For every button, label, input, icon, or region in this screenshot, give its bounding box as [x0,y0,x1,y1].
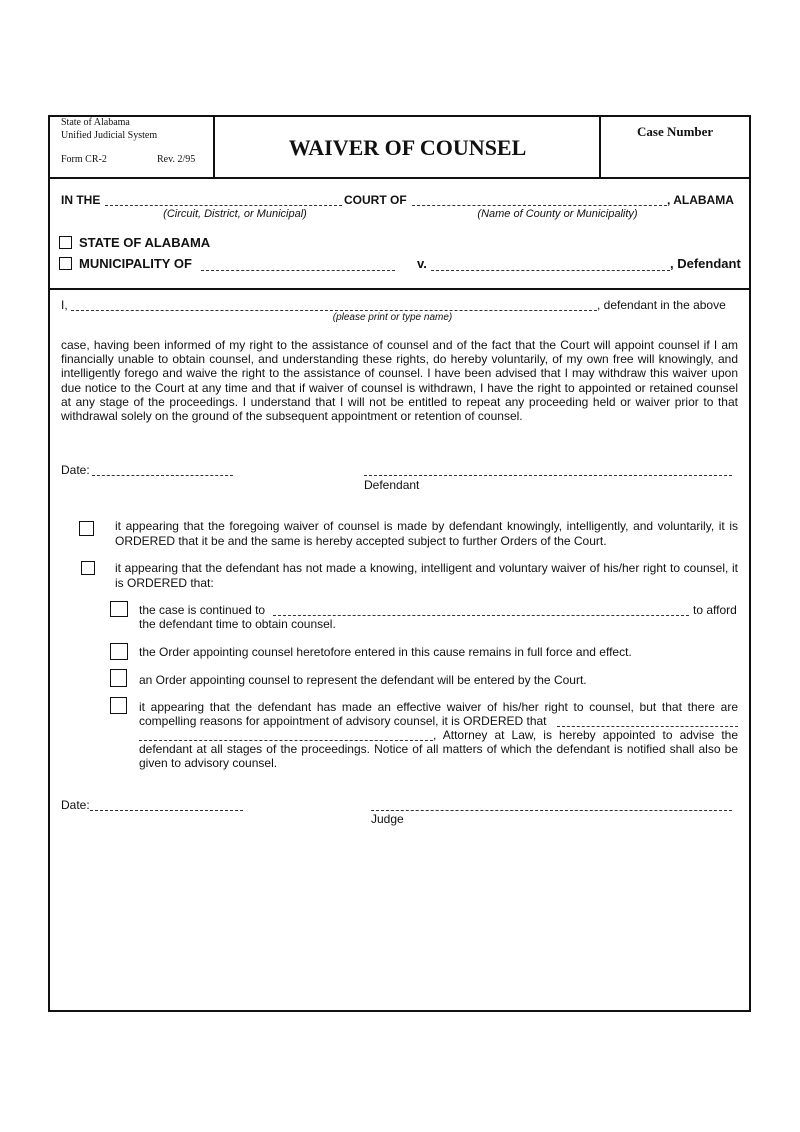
not-made-text: it appearing that the defendant has not made a knowing, intelligent and voluntary waiver of his/her right to counsel, it is ORDERED that: [115,561,738,590]
case-number-field[interactable] [610,145,740,171]
will-enter-text: an Order appointing counsel to represent the defendant will be entered by the Court. [139,673,587,687]
continued-checkbox[interactable] [110,601,128,617]
will-enter-checkbox[interactable] [110,669,127,687]
municipality-field[interactable] [201,270,395,271]
order-date-label: Date: [61,798,90,812]
continued-line2: the defendant time to obtain counsel. [139,617,336,631]
continued-suffix: to afford [693,603,737,617]
county-hint: (Name of County or Municipality) [477,208,638,220]
advisory-line1: it appearing that the defendant has made an effective waiver of his/her right to counsel, but that there are [139,700,738,714]
advisory-line3: , Attorney at Law, is hereby appointed to advise the [433,728,738,742]
versus-label: v. [417,256,427,271]
advisory-counsel-field[interactable] [557,726,738,727]
municipality-checkbox[interactable] [59,257,72,270]
advisory-line2: compelling reasons for appointment of advisory counsel, it is ORDERED that [139,714,547,728]
page-title: WAIVER OF COUNSEL [288,135,527,160]
divider [48,288,751,290]
defendant-label: , Defendant [670,256,741,271]
state-checkbox[interactable] [59,236,72,249]
continued-date-field[interactable] [273,615,689,616]
in-the-label: IN THE [61,193,101,207]
state-option-label: STATE OF ALABAMA [79,235,211,250]
advisory-checkbox[interactable] [110,697,127,714]
defendant-suffix: , defendant in the above [597,298,726,312]
judge-label: Judge [371,812,404,826]
court-of-label: COURT OF [344,193,407,207]
municipality-option-label: MUNICIPALITY OF [79,256,192,271]
i-label: I, [61,298,68,312]
remains-text: the Order appointing counsel heretofore entered in this cause remains in full force and effect. [139,645,632,659]
defendant-signature-line[interactable] [364,475,732,476]
waiver-body: case, having been informed of my right to the assistance of counsel and of the fact that the Court will appoint counsel if I am financially unable to obtain counsel, and understanding these rights, do hereby voluntarily, of my own free will knowingly, and intelligently forego and waive the right to the assistance of counsel. I have been advised that I may withdraw this waiver upon due notice to the Court at any time and that if waiver of counsel is withdrawn, I have the right to appointed or retained counsel at any stage of the proceedings. I understand that I will not be entitled to repeat any proceeding held or waiver prior to that withdrawal solely on the ground of the subsequent appointment or retention of counsel. [61,338,738,424]
defendant-name-field[interactable] [71,310,597,311]
alabama-label: , ALABAMA [667,193,734,207]
name-hint: (please print or type name) [332,312,453,323]
judge-signature-line[interactable] [371,810,732,811]
form-revision: Rev. 2/95 [157,154,196,165]
state-label: State of Alabama [61,117,130,128]
advisory-rest: defendant at all stages of the proceedings. Notice of all matters of which the defendant is notified shall also be given to advisory counsel. [139,742,738,771]
not-made-checkbox[interactable] [81,561,95,575]
accepted-text: it appearing that the foregoing waiver of counsel is made by defendant knowingly, intelligently, and voluntarily, it is ORDERED that it be and the same is hereby accepted subject to further Orders of the Court. [115,519,738,548]
county-field[interactable] [412,205,667,206]
court-type-field[interactable] [105,205,342,206]
system-label: Unified Judicial System [61,130,158,141]
remains-checkbox[interactable] [110,643,128,660]
order-date-field[interactable] [90,810,243,811]
defendant-signature-label: Defendant [364,478,420,492]
advisory-counsel-field-continued[interactable] [139,740,433,741]
court-type-hint: (Circuit, District, or Municipal) [163,208,307,220]
accepted-checkbox[interactable] [79,521,94,536]
date-label: Date: [61,463,90,477]
form-number: Form CR-2 [61,154,107,165]
defendant-field[interactable] [431,270,670,271]
waiver-date-field[interactable] [92,475,233,476]
continued-prefix: the case is continued to [139,603,266,617]
case-number-label: Case Number [637,124,714,139]
divider [48,177,751,179]
